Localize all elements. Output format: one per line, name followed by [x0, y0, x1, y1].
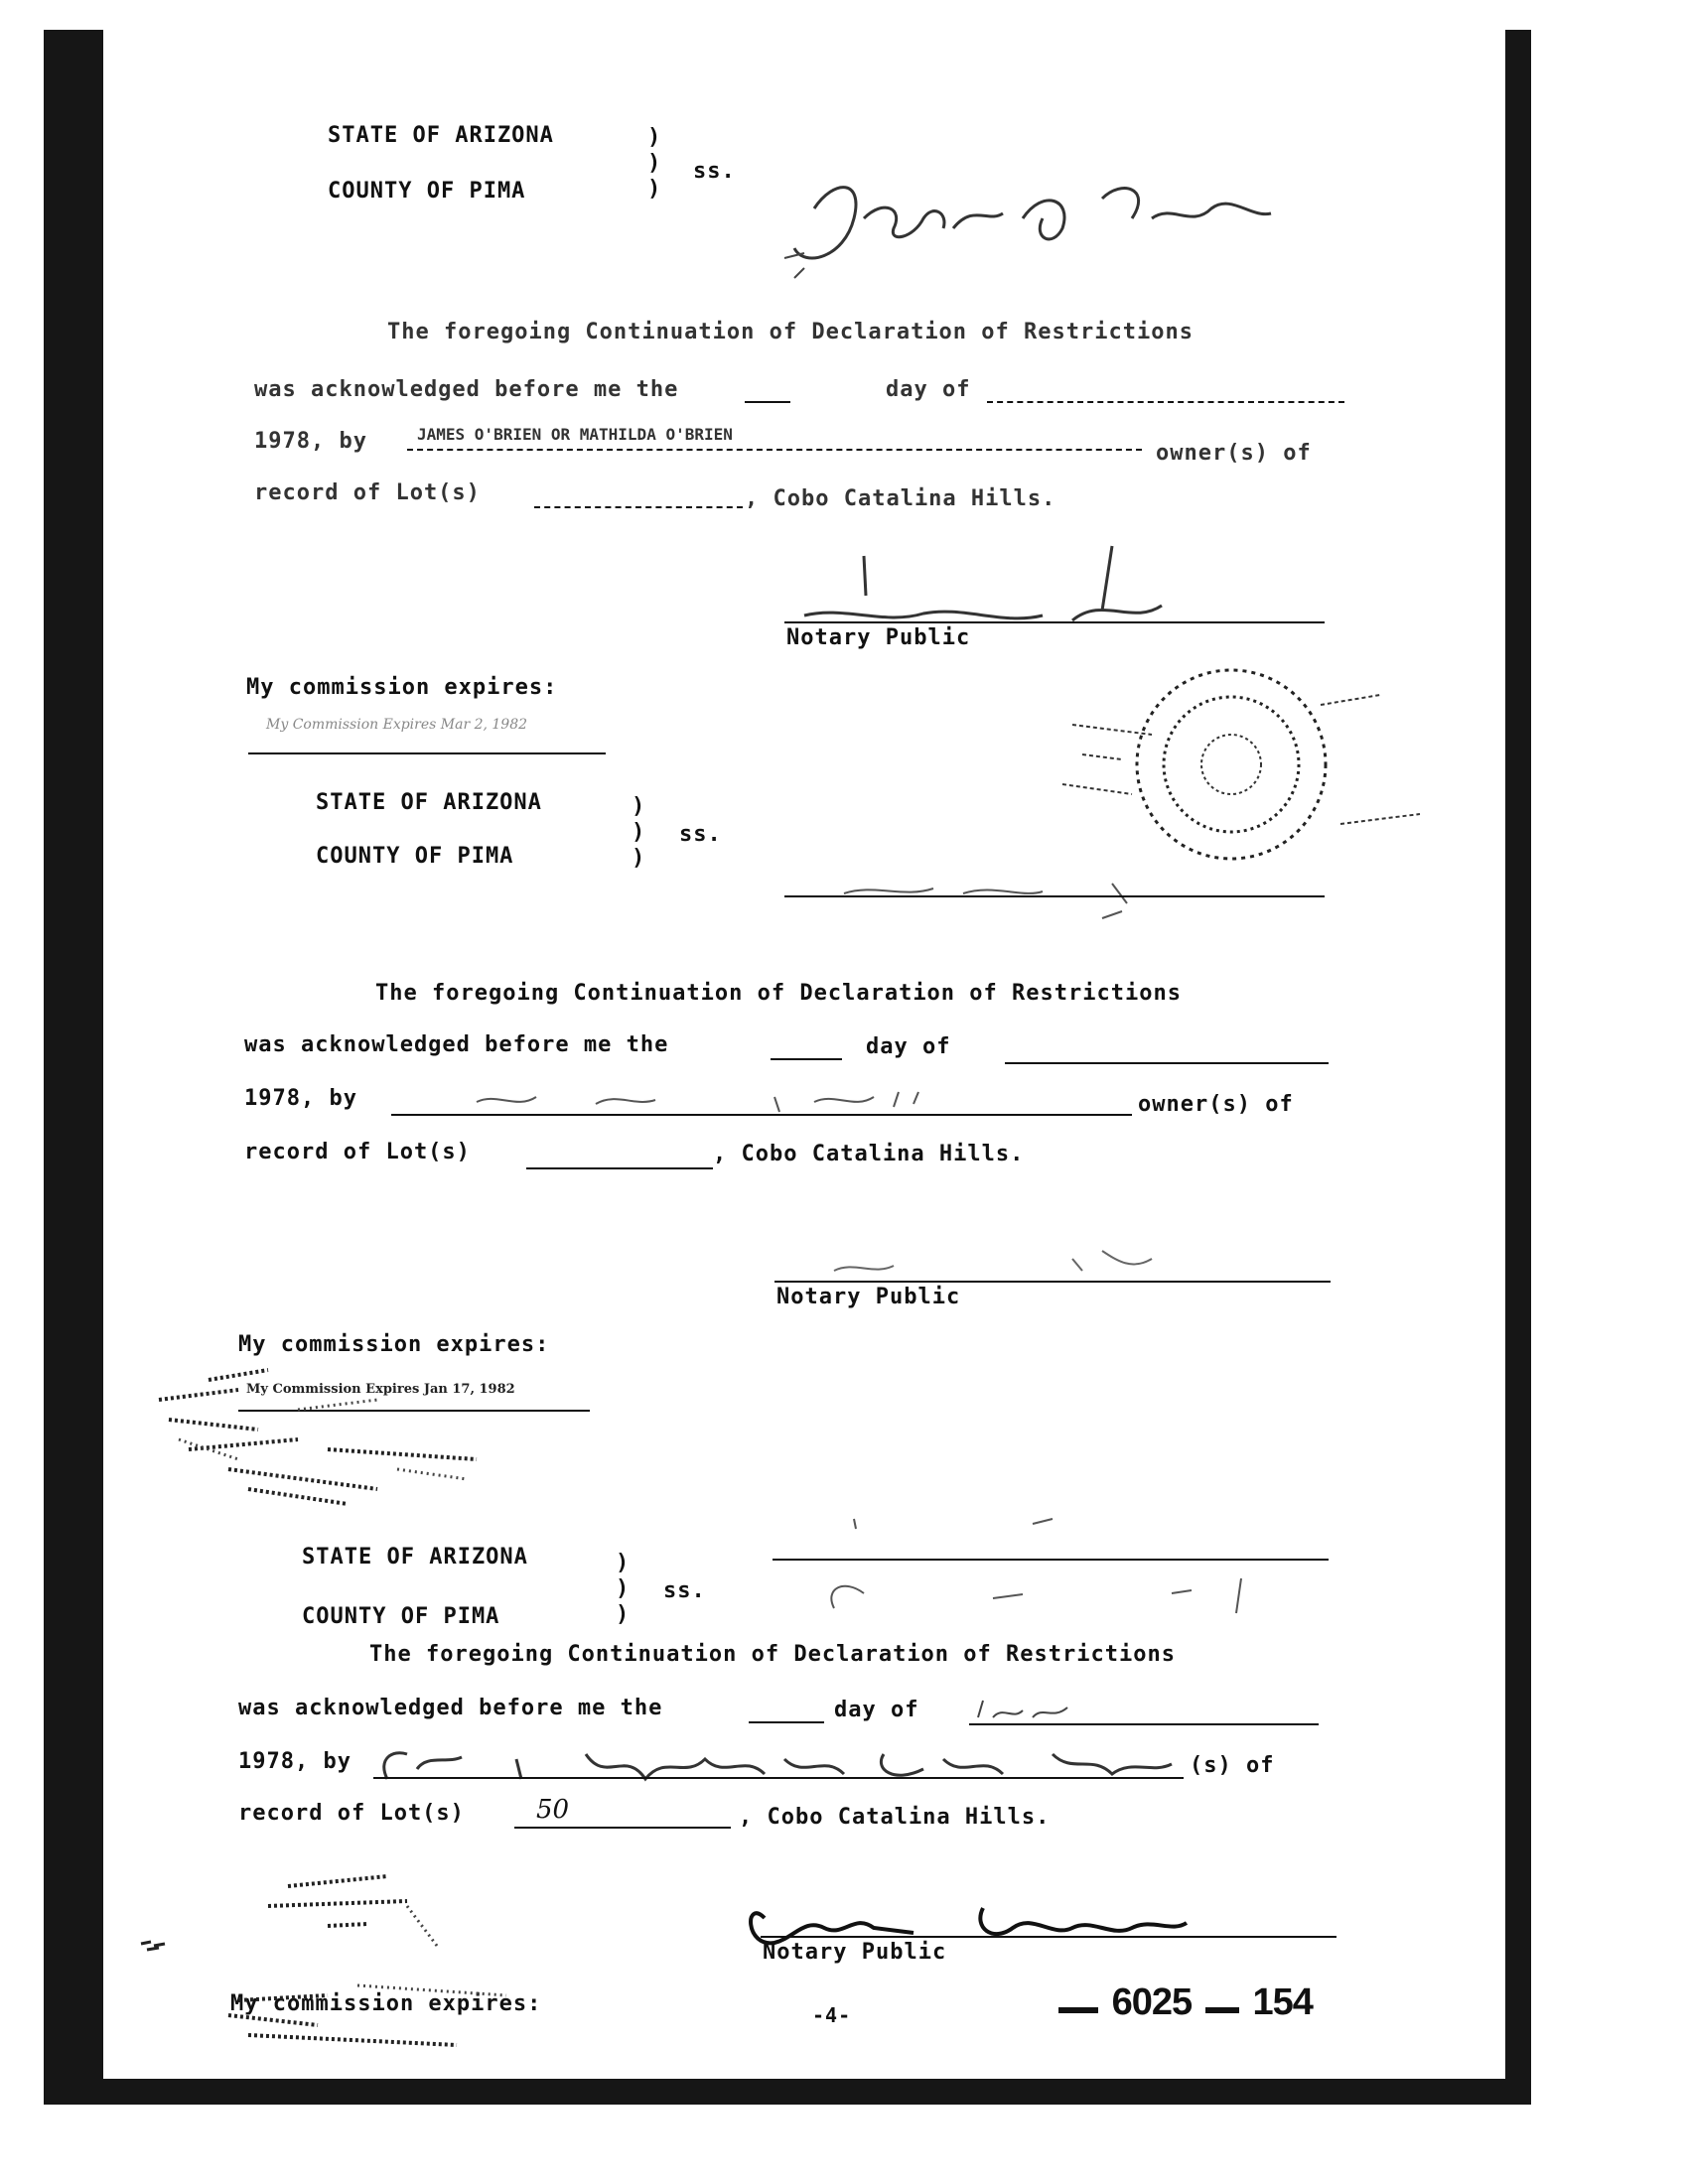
acknowledged-text: was acknowledged before me the	[254, 377, 679, 402]
month-field	[987, 401, 1344, 403]
owner-name-handwriting	[367, 1739, 1221, 1789]
subdivision-text: , Cobo Catalina Hills.	[739, 1805, 1051, 1830]
ss-label: ss.	[663, 1578, 706, 1603]
notary-signature-line	[784, 621, 1325, 623]
owner-field	[373, 1777, 1184, 1779]
month-field	[969, 1723, 1319, 1725]
owner-signature-line	[773, 1559, 1329, 1561]
notary-stamp-smudge	[209, 1866, 526, 2055]
recording-page-number: 154	[1252, 1981, 1313, 2023]
acknowledgment-sentence: The foregoing Continuation of Declaration of Restrictions	[369, 1642, 1176, 1667]
brace: ) ) )	[647, 125, 661, 202]
lot-number-fill: 50	[536, 1795, 570, 1825]
lot-field	[514, 1827, 731, 1829]
acknowledgment-sentence: The foregoing Continuation of Declaration of Restrictions	[375, 981, 1182, 1006]
subdivision-text: , Cobo Catalina Hills.	[713, 1142, 1025, 1166]
state-label: STATE OF ARIZONA	[328, 123, 554, 148]
county-label: COUNTY OF PIMA	[316, 844, 514, 869]
notary-signature-line	[774, 1281, 1331, 1283]
commission-line	[248, 752, 606, 754]
record-of-lot-text: record of Lot(s)	[244, 1140, 471, 1164]
year-by-text: 1978, by	[238, 1749, 352, 1774]
day-of-text: day of	[886, 377, 971, 402]
day-field	[749, 1721, 824, 1723]
state-label: STATE OF ARIZONA	[316, 790, 542, 815]
commission-expires-label: My commission expires:	[238, 1332, 550, 1357]
notary-signature-1	[784, 536, 1182, 635]
notary-public-label: Notary Public	[763, 1940, 947, 1965]
scan-border-left	[44, 30, 103, 2105]
commission-stamp-text: My Commission Expires Jan 17, 1982	[246, 1382, 515, 1397]
notary-stamp-smudge	[149, 1340, 487, 1509]
book-mark	[1058, 2007, 1098, 2013]
year-by-text: 1978, by	[244, 1086, 357, 1111]
brace: ) ) )	[632, 794, 645, 871]
margin-mark	[139, 1934, 169, 1954]
day-field	[771, 1058, 842, 1060]
record-of-lot-text: record of Lot(s)	[254, 480, 481, 505]
owner-field	[407, 449, 1142, 451]
year-by-text: 1978, by	[254, 429, 367, 454]
owner-signature-3	[774, 1499, 1331, 1608]
owner-signature-1	[774, 159, 1331, 278]
brace: ) ) )	[616, 1551, 630, 1627]
subdivision-text: , Cobo Catalina Hills.	[745, 486, 1056, 511]
scan-border-bottom	[44, 2079, 1531, 2105]
lot-field	[526, 1167, 713, 1169]
record-of-lot-text: record of Lot(s)	[238, 1801, 465, 1826]
page-number: -4-	[812, 2003, 852, 2027]
owners-of-text: (s) of	[1190, 1753, 1275, 1778]
owner-name-handwriting	[397, 1082, 1053, 1122]
commission-expires-label: My commission expires:	[246, 675, 558, 700]
owners-of-text: owner(s) of	[1138, 1092, 1294, 1117]
lot-field	[534, 506, 743, 508]
day-of-text: day of	[834, 1698, 919, 1722]
recording-stamp	[1058, 1981, 1313, 2024]
month-handwriting	[973, 1696, 1112, 1725]
state-label: STATE OF ARIZONA	[302, 1545, 528, 1570]
owner-field	[391, 1114, 1132, 1116]
acknowledged-text: was acknowledged before me the	[238, 1696, 663, 1720]
notary-public-label: Notary Public	[776, 1285, 961, 1309]
owners-of-text: owner(s) of	[1156, 441, 1312, 466]
recording-book-number: 6025	[1111, 1981, 1193, 2023]
county-label: COUNTY OF PIMA	[302, 1604, 500, 1629]
acknowledged-text: was acknowledged before me the	[244, 1032, 669, 1057]
ss-label: ss.	[679, 822, 722, 847]
county-label: COUNTY OF PIMA	[328, 179, 526, 204]
day-field	[745, 401, 790, 403]
month-field	[1005, 1062, 1329, 1064]
scan-border-right	[1505, 30, 1531, 2105]
day-of-text: day of	[866, 1034, 951, 1059]
owner-signature-line	[784, 895, 1325, 897]
owner-name-fill: JAMES O'BRIEN OR MATHILDA O'BRIEN	[417, 425, 733, 444]
notary-public-label: Notary Public	[786, 625, 971, 650]
commission-stamp-text: My Commission Expires Mar 2, 1982	[266, 717, 528, 733]
owner-signature-2	[784, 864, 1340, 923]
ss-label: ss.	[693, 159, 736, 184]
acknowledgment-sentence: The foregoing Continuation of Declaration of Restrictions	[387, 320, 1194, 344]
commission-expires-label: My commission expires:	[230, 1991, 542, 2016]
page-mark	[1205, 2007, 1239, 2013]
notary-signature-line	[761, 1936, 1336, 1938]
